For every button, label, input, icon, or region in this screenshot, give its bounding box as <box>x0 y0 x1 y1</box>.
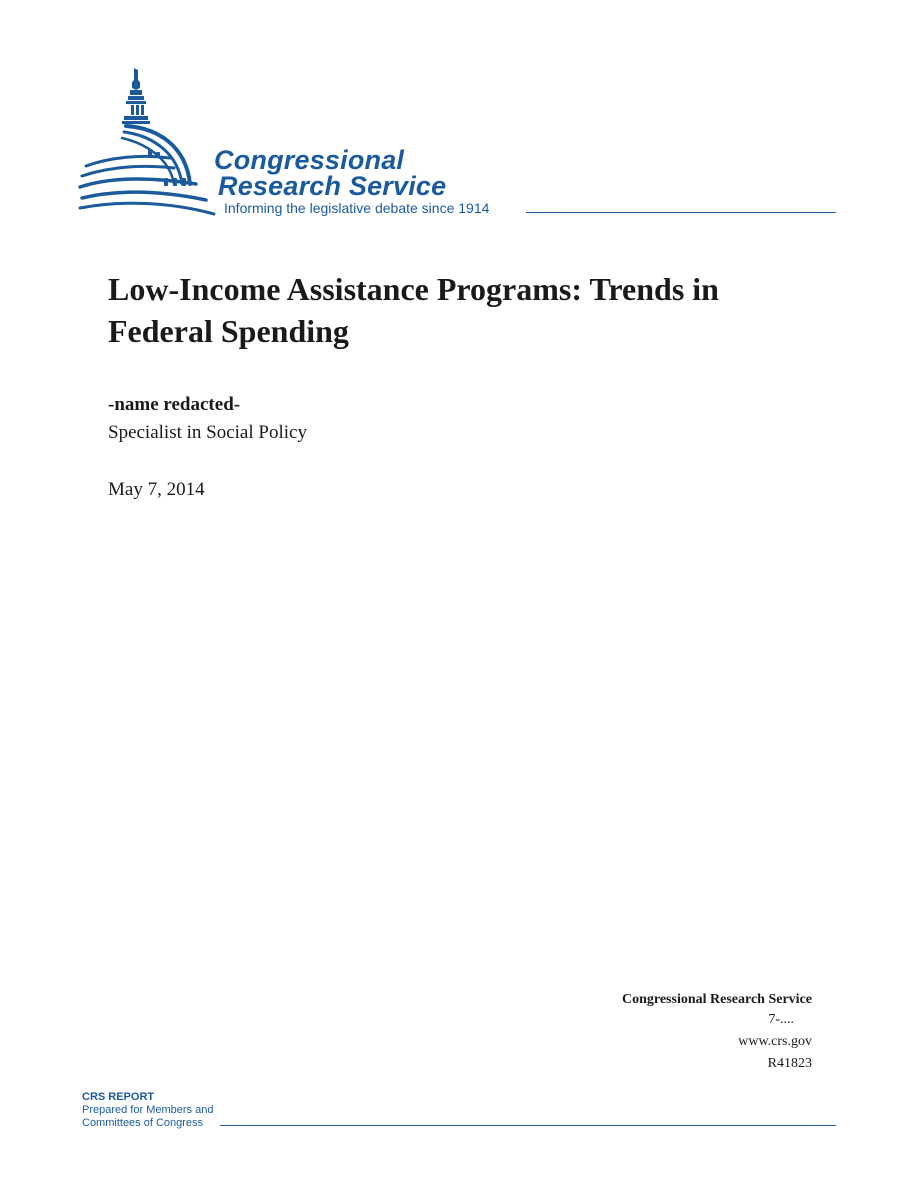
report-title: Low-Income Assistance Programs: Trends in Federal Spending <box>108 271 719 349</box>
capitol-dome-icon <box>78 66 218 218</box>
publisher-name: Congressional Research Service <box>621 992 812 1007</box>
publisher-phone <box>622 1009 812 1031</box>
report-number: R41823 <box>767 1056 812 1071</box>
footer-line-2: Committees of Congress <box>82 1117 204 1129</box>
footer-label: CRS REPORT <box>82 1091 155 1103</box>
logo-name-line1: Congressional <box>214 145 405 175</box>
author-name: -name redacted- <box>108 394 241 415</box>
publisher-info <box>622 991 812 1075</box>
publication-date: May 7, 2014 <box>108 479 205 500</box>
logo-tagline: Informing the legislative debate since 1914 <box>224 200 490 216</box>
header-divider <box>526 212 836 213</box>
author-title: Specialist in Social Policy <box>108 422 307 443</box>
logo-name-line2: Research Service <box>218 171 447 201</box>
footer-divider <box>220 1125 836 1126</box>
publisher-website[interactable]: www.crs.gov <box>738 1034 812 1049</box>
footer-line-1: Prepared for Members and <box>82 1104 214 1116</box>
publisher-phone-text: 7-.... <box>768 1012 794 1027</box>
